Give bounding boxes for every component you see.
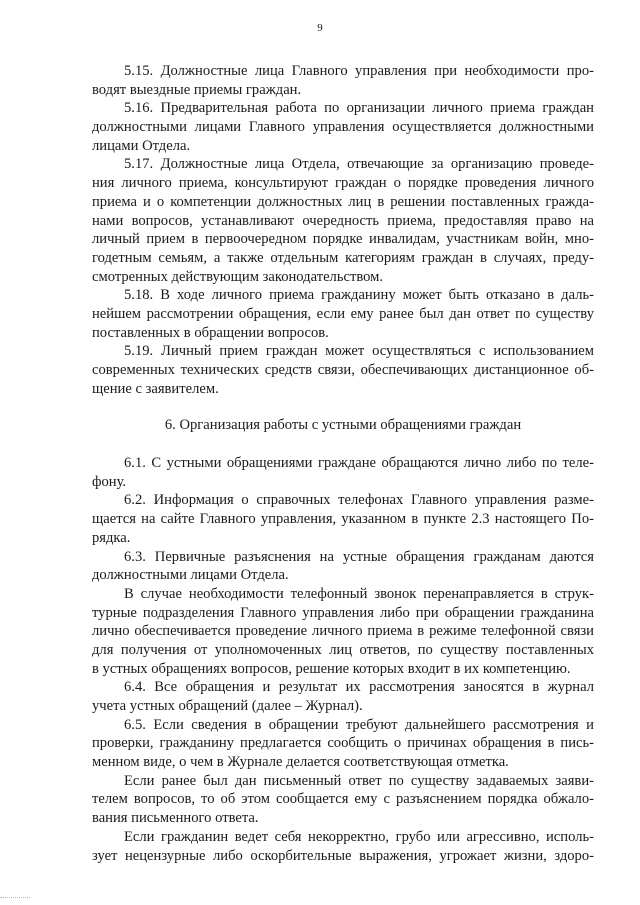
text-line: должностными лицами Отдела. — [92, 567, 289, 584]
text-line: ния личного приема, консультируют граждан о порядке проведения личного — [92, 175, 594, 192]
section-6-heading: 6. Организация работы с устными обращениями граждан — [164, 417, 522, 434]
text-line: для получения от уполномоченных лиц ответов, по существу поставленных — [92, 641, 594, 658]
text-line: щение с заявителем. — [92, 380, 219, 397]
text-line: 6.3. Первичные разъяснения на устные обращения гражданам даются — [124, 548, 594, 565]
text-line: 5.15. Должностные лица Главного управления при необходимости про- — [124, 63, 594, 79]
text-line: 6.5. Если сведения в обращении требуют дальнейшего рассмотрения и — [124, 716, 594, 733]
text-line: водят выездные приемы граждан. — [92, 81, 302, 98]
section-6-content — [92, 454, 594, 865]
paragraph-p517 — [92, 155, 594, 286]
text-line: учета устных обращений (далее – Журнал). — [92, 698, 363, 714]
text-line: 6.2. Информация о справочных телефонах Главного управления разме- — [124, 492, 594, 509]
text-line: нами вопросов, устанавливают очередность приема, предоставляя право на — [92, 212, 594, 229]
text-line: нейшем рассмотрении обращения, если ему ранее был дан ответ по существу — [92, 305, 594, 322]
paragraph-p63 — [92, 548, 594, 585]
paragraph-p61 — [92, 454, 594, 491]
text-line: современных технических средств связи, обеспечивающих дистанционное об- — [92, 362, 594, 378]
text-line: 6.1. С устными обращениями граждане обращаются лично либо по теле- — [124, 455, 594, 472]
paragraph-p65c — [92, 828, 594, 865]
paragraph-p65 — [92, 716, 594, 772]
paragraph-p64 — [92, 678, 594, 715]
page-number: 9 — [317, 22, 323, 34]
text-line: турные подразделения Главного управления либо при обращении гражданина — [92, 604, 594, 621]
text-line: 5.17. Должностные лица Отдела, отвечающие за организацию проведе- — [124, 156, 594, 173]
text-line: 5.16. Предварительная работа по организации личного приема граждан — [124, 100, 594, 117]
text-line: проверки, гражданину предлагается сообщить о причинах обращения в пись- — [92, 735, 594, 752]
paragraph-p65b — [92, 772, 594, 828]
text-line: в устных обращениях вопросов, решение которых входит в их компетенцию. — [92, 660, 571, 677]
paragraph-p519 — [92, 342, 594, 398]
text-line: рядка. — [92, 529, 131, 546]
text-line: зует нецензурные либо оскорбительные выражения, угрожает жизни, здоро- — [92, 847, 594, 864]
paragraph-p515 — [92, 62, 594, 99]
text-line: щается на сайте Главного управления, указанном в пункте 2.3 настоящего По- — [92, 511, 594, 528]
text-line: менном виде, о чем в Журнале делается соответствующая отметка. — [92, 754, 509, 771]
paragraph-p518 — [92, 286, 594, 342]
document-body — [92, 62, 594, 865]
text-line: телем вопросов, то об этом сообщается ему с разъяснением порядка обжало- — [92, 791, 594, 808]
text-line: должностными лицами Главного управления осуществляется должностными — [92, 119, 594, 136]
text-line: вания письменного ответа. — [92, 810, 259, 827]
paragraph-p63b — [92, 585, 594, 678]
section-5-continuation — [92, 62, 594, 398]
text-line: В случае необходимости телефонный звонок перенаправляется в струк- — [124, 585, 594, 602]
text-line: личный прием в первоочередном порядке инвалидам, участникам войн, мно- — [92, 231, 594, 248]
text-line: приема и о компетенции должностных лиц в решении поставленных гражда- — [92, 193, 594, 210]
text-line: 6.4. Все обращения и результат их рассмотрения заносятся в журнал — [124, 679, 594, 696]
paragraph-p516 — [92, 99, 594, 155]
text-line: 5.18. В ходе личного приема гражданину может быть отказано в даль- — [124, 287, 594, 304]
text-line: поставленных в обращении вопросов. — [92, 324, 329, 341]
paragraph-p62 — [92, 491, 594, 547]
text-line: Если ранее был дан письменный ответ по существу задаваемых заяви- — [124, 772, 594, 789]
text-line: годетным семьям, а также отдельным категориям граждан в случаях, преду- — [92, 249, 594, 266]
scan-edge-mark — [0, 897, 30, 899]
text-line: Если гражданин ведет себя некорректно, грубо или агрессивно, исполь- — [124, 828, 594, 845]
text-line: 5.19. Личный прием граждан может осуществляться с использованием — [124, 343, 594, 360]
text-line: фону. — [92, 473, 127, 490]
text-line: лично обеспечивается проведение личного приема в режиме телефонной связи — [92, 623, 594, 640]
text-line: лицами Отдела. — [92, 137, 191, 154]
text-line: смотренных действующим законодательством. — [92, 268, 384, 285]
